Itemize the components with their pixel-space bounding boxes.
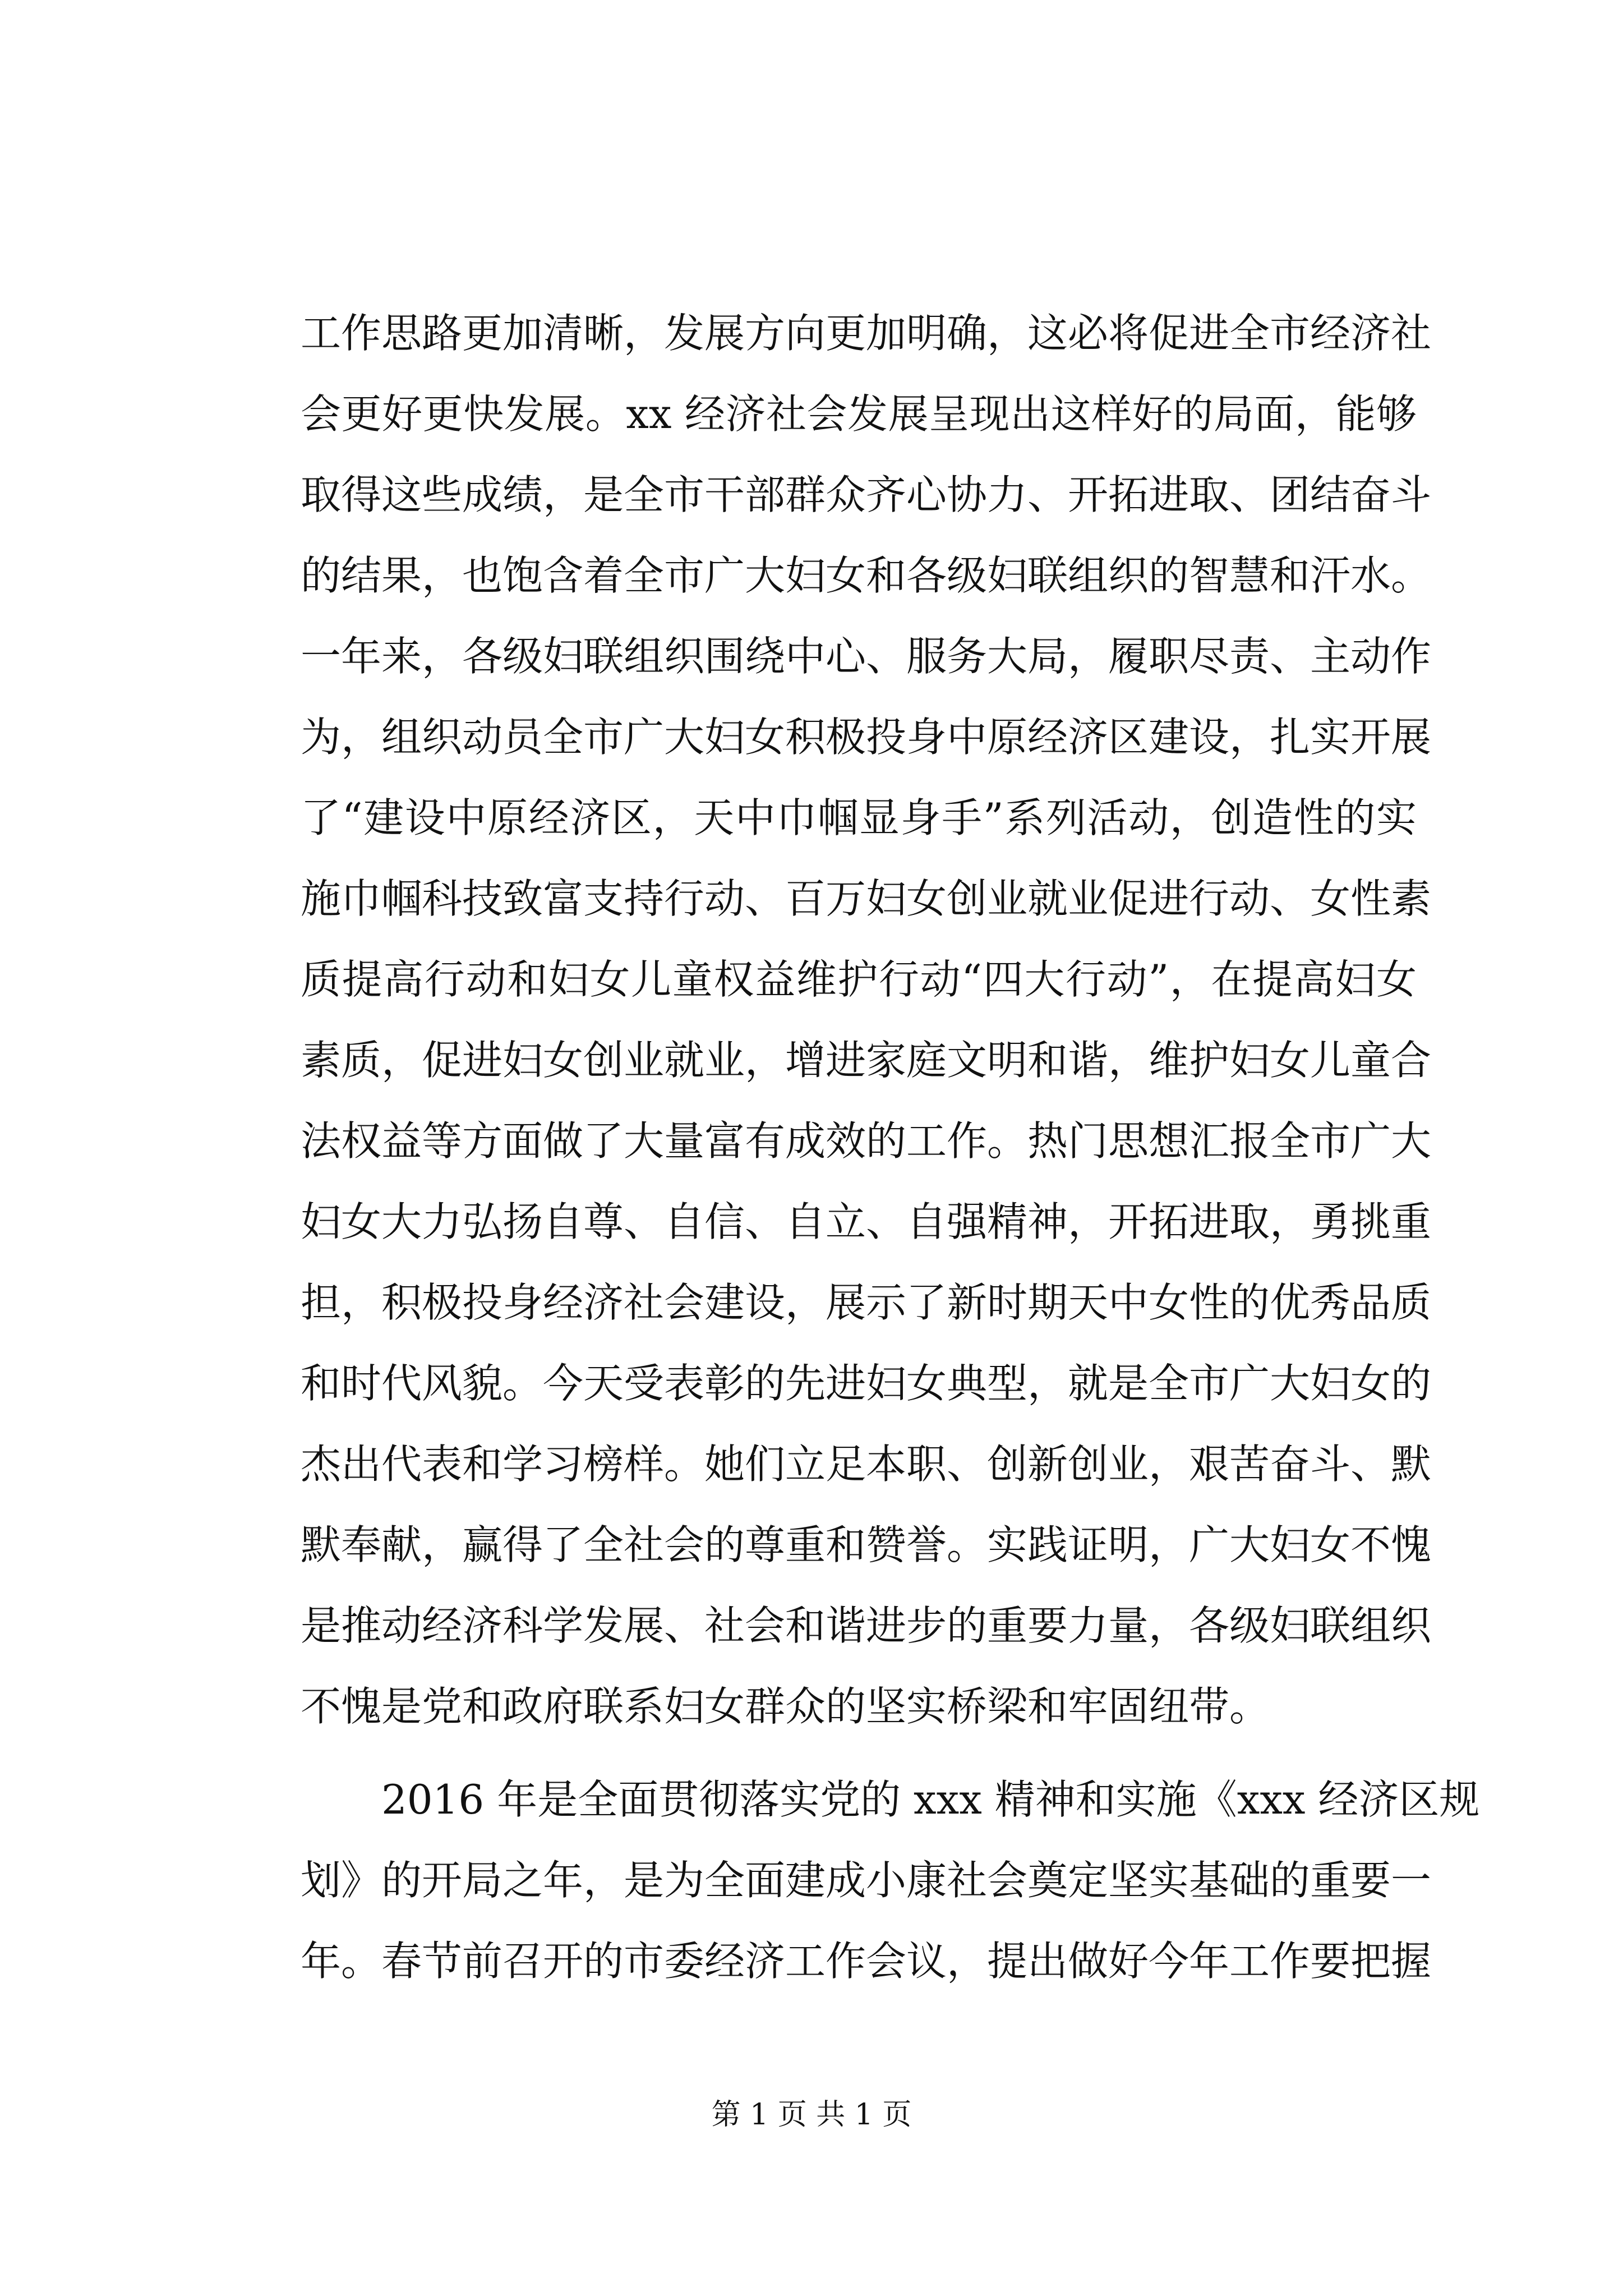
page-footer: 第 1 页 共 1 页 [711,2098,912,2132]
text-line: 一年来，各级妇联组织围绕中心、服务大局，履职尽责、主动作 [301,633,1432,680]
text-line: 默奉献，赢得了全社会的尊重和赞誉。实践证明，广大妇女不愧 [301,1521,1432,1568]
text-line: 了“建设中原经济区，天中巾帼显身手”系列活动，创造性的实 [301,794,1417,841]
text-line: 法权益等方面做了大量富有成效的工作。热门思想汇报全市广大 [301,1117,1432,1165]
text-line: 质提高行动和妇女儿童权益维护行动“四大行动”，在提高妇女 [301,956,1417,1003]
text-line: 的结果，也饱含着全市广大妇女和各级妇联组织的智慧和汗水。 [301,552,1432,599]
text-line: 划》的开局之年，是为全面建成小康社会奠定坚实基础的重要一 [301,1857,1432,1904]
body-text [301,293,1480,2001]
paragraph-2 [301,1759,1480,2001]
text-line: 年。春节前召开的市委经济工作会议，提出做好今年工作要把握 [301,1938,1432,1985]
text-line: 杰出代表和学习榜样。她们立足本职、创新创业，艰苦奋斗、默 [301,1441,1432,1488]
text-line: 不愧是党和政府联系妇女群众的坚实桥梁和牢固纽带。 [301,1683,1270,1730]
text-line: 取得这些成绩，是全市干部群众齐心协力、开拓进取、团结奋斗 [301,471,1432,518]
text-line: 会更好更快发展。xx 经济社会发展呈现出这样好的局面，能够 [301,390,1417,438]
text-line: 担，积极投身经济社会建设，展示了新时期天中女性的优秀品质 [301,1279,1432,1326]
text-line: 和时代风貌。今天受表彰的先进妇女典型，就是全市广大妇女的 [301,1360,1432,1407]
text-line: 施巾帼科技致富支持行动、百万妇女创业就业促进行动、女性素 [301,875,1432,922]
text-line: 妇女大力弘扬自尊、自信、自立、自强精神，开拓进取，勇挑重 [301,1198,1432,1245]
text-line: 工作思路更加清晰，发展方向更加明确，这必将促进全市经济社 [301,310,1432,357]
text-line: 素质，促进妇女创业就业，增进家庭文明和谐，维护妇女儿童合 [301,1037,1432,1084]
paragraph-1 [301,293,1432,1747]
text-line: 是推动经济科学发展、社会和谐进步的重要力量，各级妇联组织 [301,1602,1432,1649]
text-line: 2016 年是全面贯彻落实党的 xxx 精神和实施《xxx 经济区规 [381,1776,1480,1823]
text-line: 为，组织动员全市广大妇女积极投身中原经济区建设，扎实开展 [301,714,1432,761]
